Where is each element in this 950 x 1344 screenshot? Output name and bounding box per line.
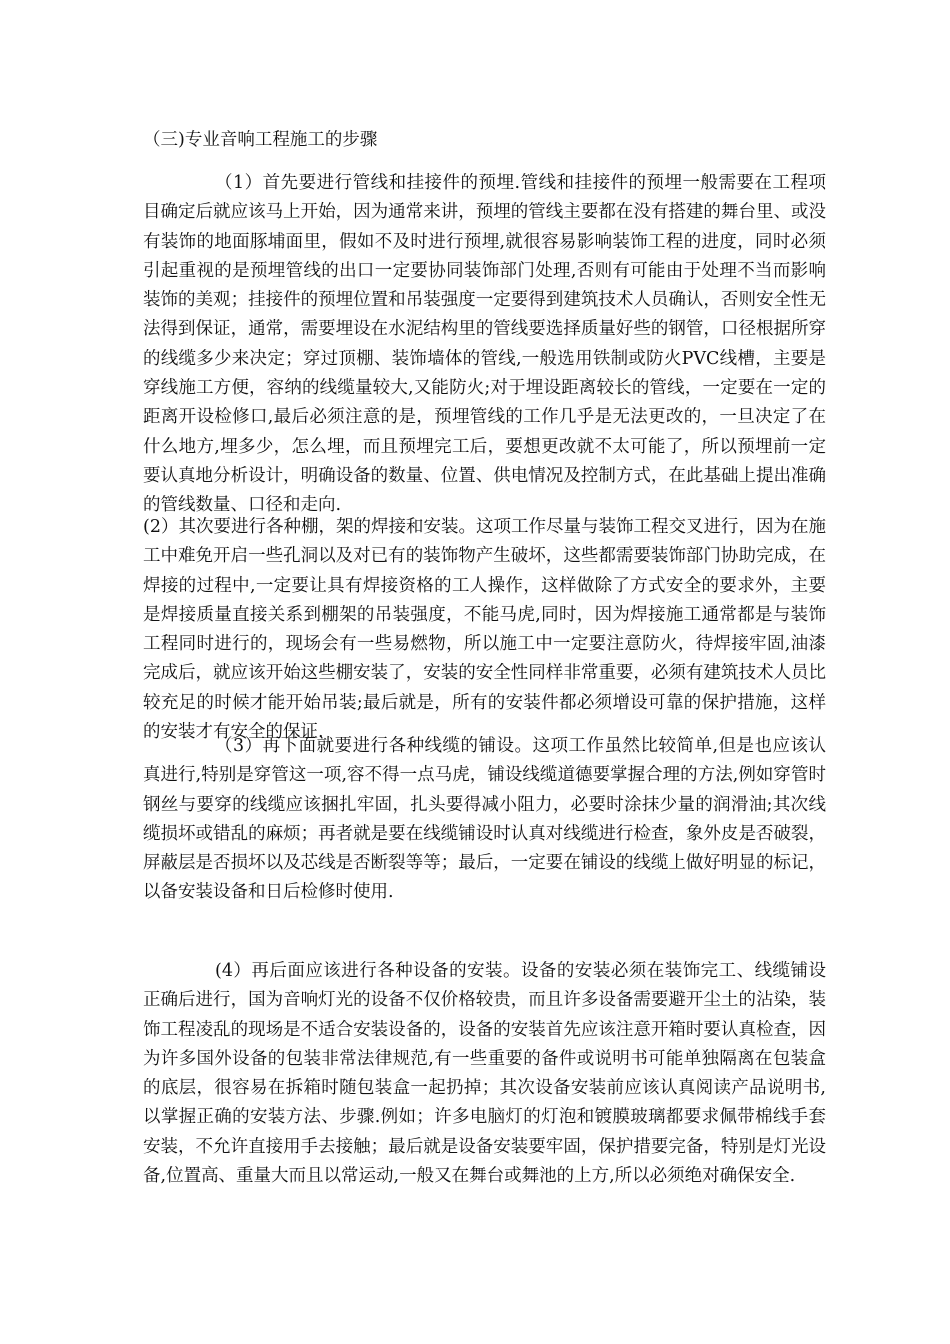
paragraph-step-1: （1）首先要进行管线和挂接件的预埋.管线和挂接件的预埋一般需要在工程项目确定后就应该马上开始，因为通常来讲，预埋的管线主要都在没有搭建的舞台里、或没有装饰的地面豚埔面里，假如不及时进行预埋,就很容易影响装饰工程的进度，同时必须引起重视的是预埋管线的出口一定要协同装饰部门处理,否则有可能由于处理不当而影响装饰的美观；挂接件的预埋位置和吊装强度一定要得到建筑技术人员确认，否则安全性无法得到保证，通常，需要埋设在水泥结构里的管线要选择质量好些的钢管，口径根据所穿的线缆多少来决定；穿过顶棚、装饰墙体的管线,一般选用铁制或防火PVC线槽，主要是穿线施工方便，容纳的线缆量较大,又能防火;对于埋设距离较长的管线，一定要在一定的距离开设检修口,最后必须注意的是，预埋管线的工作几乎是无法更改的，一旦决定了在什么地方,埋多少，怎么埋，而且预埋完工后，要想更改就不太可能了，所以预埋前一定要认真地分析设计，明确设备的数量、位置、供电情况及控制方式，在此基础上提出准确的管线数量、口径和走向. xyxy=(143,173,826,516)
paragraph-step-3: （3）再下面就要进行各种线缆的铺设。这项工作虽然比较简单,但是也应该认真进行,特别是穿管这一项,容不得一点马虎，铺设线缆道德要掌握合理的方法,例如穿管时钢丝与要穿的线缆应该捆扎牢固，扎头要得减小阻力，必要时涂抹少量的润滑油;其次线缆损坏或错乱的麻烦；再者就是要在线缆铺设时认真对线缆进行检查，象外皮是否破裂，屏蔽层是否损坏以及芯线是否断裂等等；最后，一定要在铺设的线缆上做好明显的标记，以备安装设备和日后检修时使用. xyxy=(143,736,826,903)
paragraph-step-2: (2）其次要进行各种棚，架的焊接和安装。这项工作尽量与装饰工程交叉进行，因为在施工中难免开启一些孔洞以及对已有的装饰物产生破坏，这些都需要装饰部门协助完成，在焊接的过程中,一定要让具有焊接资格的工人操作，这样做除了方式安全的要求外，主要是焊接质量直接关系到棚架的吊装强度，不能马虎,同时，因为焊接施工通常都是与装饰工程同时进行的，现场会有一些易燃物，所以施工中一定要注意防火，待焊接牢固,油漆完成后，就应该开始这些棚安装了，安装的安全性同样非常重要，必须有建筑技术人员比较充足的时候才能开始吊装;最后就是，所有的安装件都必须增设可靠的保护措施，这样的安装才有安全的保证. xyxy=(143,517,826,743)
section-heading: （三)专业音响工程施工的步骤 xyxy=(143,130,378,150)
paragraph-step-4: (4）再后面应该进行各种设备的安装。设备的安装必须在装饰完工、线缆铺设正确后进行，国为音响灯光的设备不仅价格较贵，而且许多设备需要避开尘土的沾染，装饰工程凌乱的现场是不适合安装设备的，设备的安装首先应该注意开箱时要认真检查，因为许多国外设备的包装非常法律规范,有一些重要的备件或说明书可能单独隔离在包装盒的底层，很容易在拆箱时随包装盒一起扔掉；其次设备安装前应该认真阅读产品说明书,以掌握正确的安装方法、步骤.例如；许多电脑灯的灯泡和镀膜玻璃都要求佩带棉线手套安装，不允许直接用手去接触；最后就是设备安装要牢固，保护措要完备，特别是灯光设备,位置高、重量大而且以常运动,一般又在舞台或舞池的上方,所以必须绝对确保安全. xyxy=(143,961,826,1187)
